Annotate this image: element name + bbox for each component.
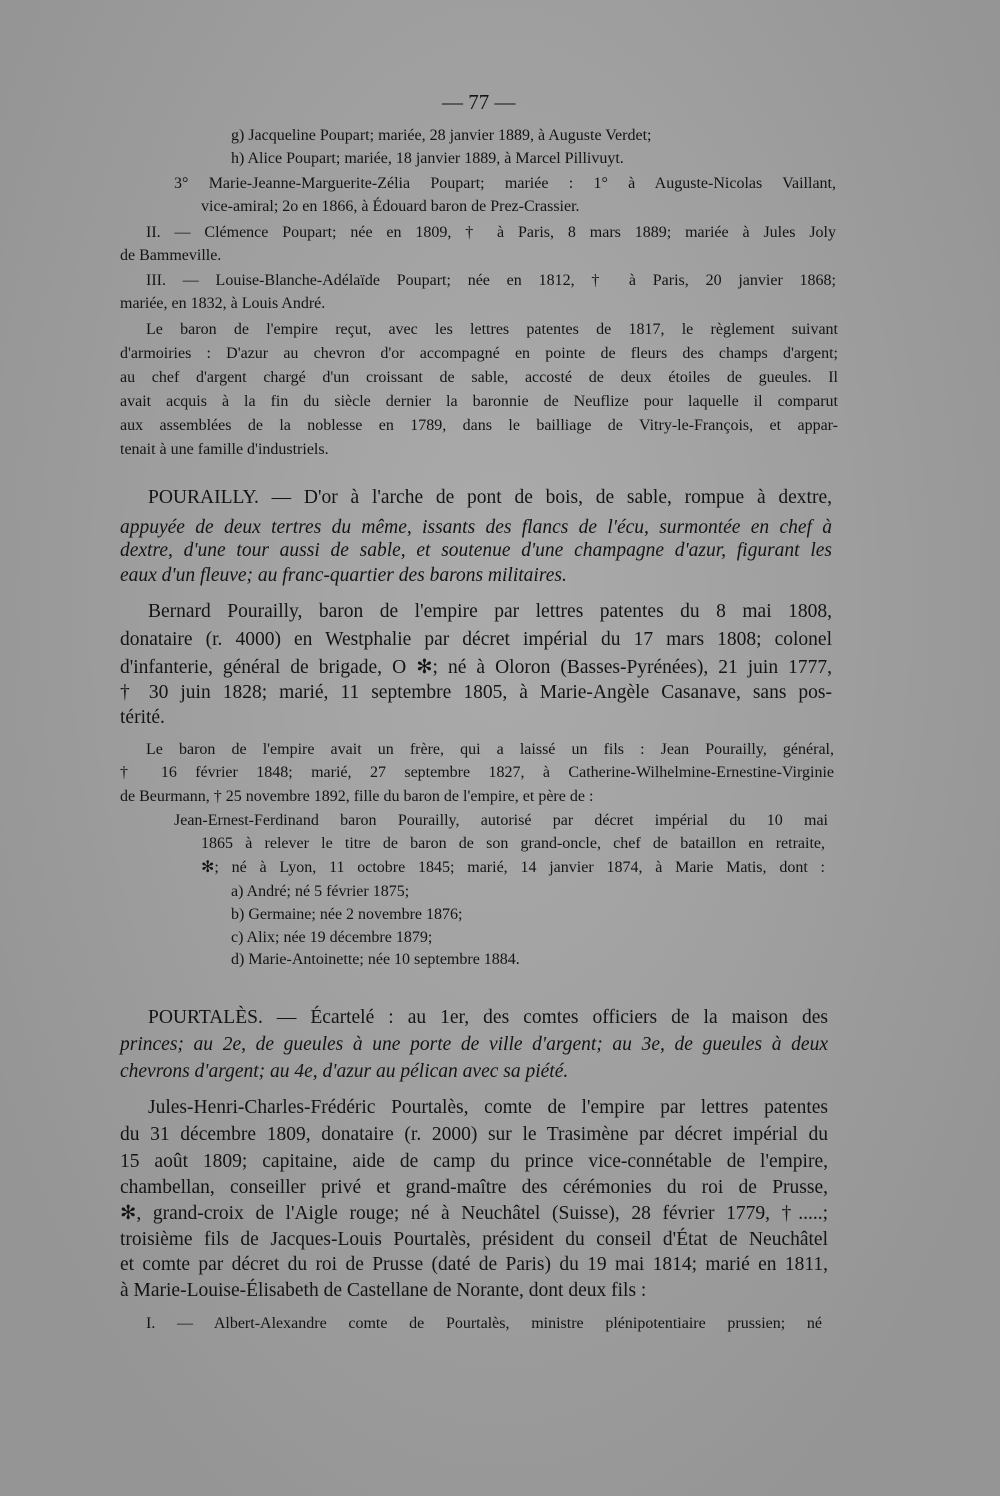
text-line: vice-amiral; 2o en 1866, à Édouard baron de Prez-Crassier. <box>201 198 580 215</box>
heading-line: POURAILLY. — D'or à l'arche de pont de bois, de sable, rompue à dextre, <box>148 487 832 508</box>
text-line: † 30 juin 1828; marié, 11 septembre 1805, à Marie-Angèle Casanave, sans pos- <box>120 682 832 703</box>
text-line: troisième fils de Jacques-Louis Pourtalès, président du conseil d'État de Neuchâtel <box>120 1229 828 1250</box>
text-line: chambellan, conseiller privé et grand-maître des cérémonies du roi de Prusse, <box>120 1177 828 1198</box>
text-line: térité. <box>120 707 165 728</box>
blazon-line: dextre, d'une tour aussi de sable, et soutenue d'une champagne d'azur, figurant les <box>120 540 832 561</box>
text-line: Jules-Henri-Charles-Frédéric Pourtalès, comte de l'empire par lettres patentes <box>148 1097 828 1118</box>
text-line: d'infanterie, général de brigade, O ✻; né à Oloron (Basses-Pyrénées), 21 juin 1777, <box>120 657 832 678</box>
text-line: Le baron de l'empire avait un frère, qui a laissé un fils : Jean Pourailly, général, <box>146 741 834 758</box>
list-item: b) Germaine; née 2 novembre 1876; <box>231 906 463 923</box>
text-line: † 16 février 1848; marié, 27 septembre 1827, à Catherine-Wilhelmine-Ernestine-Virginie <box>120 764 834 781</box>
text-line: du 31 décembre 1809, donataire (r. 2000) sur le Trasimène par décret impérial du <box>120 1124 828 1145</box>
blazon-line: appuyée de deux tertres du même, issants des flancs de l'écu, surmontée en chef à <box>120 517 832 538</box>
text-line: ✻; né à Lyon, 11 octobre 1845; marié, 14 janvier 1874, à Marie Matis, dont : <box>201 859 825 876</box>
text-line: mariée, en 1832, à Louis André. <box>120 295 326 312</box>
text-line: et comte par décret du roi de Prusse (daté de Paris) du 19 mai 1814; marié en 1811, <box>120 1254 828 1275</box>
list-item: c) Alix; née 19 décembre 1879; <box>231 929 433 946</box>
text-line: d'armoiries : D'azur au chevron d'or accompagné en pointe de fleurs des champs d'argent; <box>120 345 838 362</box>
blazon-line: princes; au 2e, de gueules à une porte de ville d'argent; au 3e, de gueules à deux <box>120 1034 828 1055</box>
text-line: 3° Marie-Jeanne-Marguerite-Zélia Poupart; mariée : 1° à Auguste-Nicolas Vaillant, <box>174 175 836 192</box>
text-line: ✻, grand-croix de l'Aigle rouge; né à Neuchâtel (Suisse), 28 février 1779, †.....; <box>120 1203 828 1224</box>
text-line: avait acquis à la fin du siècle dernier la baronnie de Neuflize pour laquelle il comparut <box>120 393 838 410</box>
text-line: II. — Clémence Poupart; née en 1809, † à Paris, 8 mars 1889; mariée à Jules Joly <box>146 224 836 241</box>
list-item: a) André; né 5 février 1875; <box>231 883 410 900</box>
text-line: 15 août 1809; capitaine, aide de camp du prince vice-connétable de l'empire, <box>120 1151 828 1172</box>
text-line: III. — Louise-Blanche-Adélaïde Poupart; née en 1812, † à Paris, 20 janvier 1868; <box>146 272 836 289</box>
text-line: Jean-Ernest-Ferdinand baron Pourailly, autorisé par décret impérial du 10 mai <box>174 812 828 829</box>
text-line: tenait à une famille d'industriels. <box>120 441 329 458</box>
list-item: d) Marie-Antoinette; née 10 septembre 1884. <box>231 951 520 968</box>
text-line: de Bammeville. <box>120 247 222 264</box>
text-line: g) Jacqueline Poupart; mariée, 28 janvier 1889, à Auguste Verdet; <box>231 127 652 144</box>
text-line: aux assemblées de la noblesse en 1789, dans le bailliage de Vitry-le-François, et appar- <box>120 417 838 434</box>
text-line: 1865 à relever le titre de baron de son grand-oncle, chef de bataillon en retraite, <box>201 835 825 852</box>
text-line: h) Alice Poupart; mariée, 18 janvier 1889, à Marcel Pillivuyt. <box>231 150 624 167</box>
page-number: — 77 — <box>442 90 516 114</box>
text-line: I. — Albert-Alexandre comte de Pourtalès, ministre plénipotentiaire prussien; né <box>146 1315 822 1332</box>
text-line: Le baron de l'empire reçut, avec les lettres patentes de 1817, le règlement suivant <box>146 321 838 338</box>
text-line: Bernard Pourailly, baron de l'empire par lettres patentes du 8 mai 1808, <box>148 601 832 622</box>
blazon-line: chevrons d'argent; au 4e, d'azur au pélican avec sa piété. <box>120 1061 569 1082</box>
heading-line: POURTALÈS. — Écartelé : au 1er, des comtes officiers de la maison des <box>148 1007 828 1028</box>
text-line: de Beurmann, † 25 novembre 1892, fille du baron de l'empire, et père de : <box>120 788 594 805</box>
text-line: donataire (r. 4000) en Westphalie par décret impérial du 17 mars 1808; colonel <box>120 629 832 650</box>
blazon-line: eaux d'un fleuve; au franc-quartier des barons militaires. <box>120 565 567 586</box>
text-line: à Marie-Louise-Élisabeth de Castellane de Norante, dont deux fils : <box>120 1280 647 1301</box>
text-line: au chef d'argent chargé d'un croissant de sable, accosté de deux étoiles de gueules. Il <box>120 369 838 386</box>
